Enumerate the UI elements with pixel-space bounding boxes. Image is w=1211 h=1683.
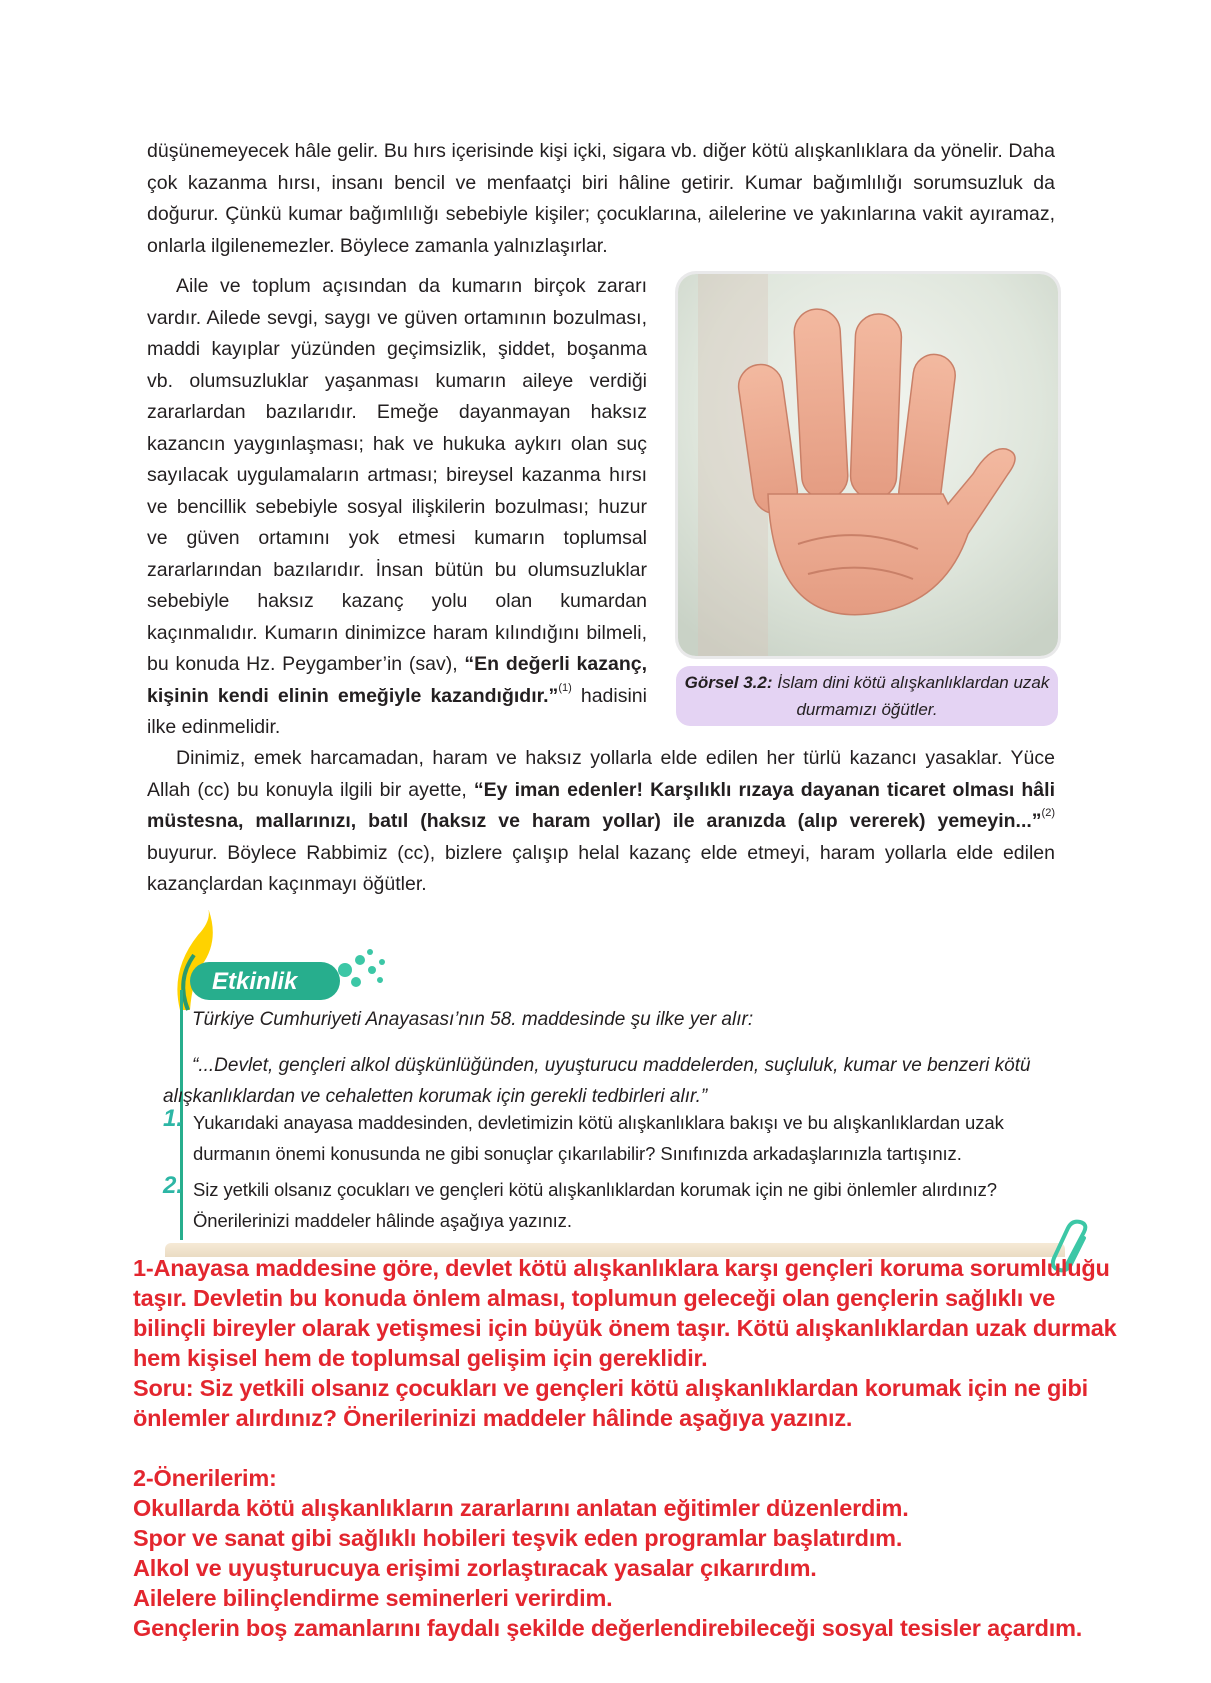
question-2: Siz yetkili olsanız çocukları ve gençleri kötü alışkanlıklardan korumak için ne gibi önlemler alırdınız? Önerilerinizi maddeler hâlinde aşağıya yazınız. <box>193 1179 997 1231</box>
question-1: Yukarıdaki anayasa maddesinden, devletimizin kötü alışkanlıklara bakışı ve bu alışkanlıklardan uzak durmanın önemi konusunda ne gibi sonuçlar çıkarılabilir? Sınıfınızda arkadaşlarınızla tartışınız. <box>193 1112 1004 1164</box>
paragraph-text: Aile ve toplum açısından da kumarın birçok zararı vardır. Ailede sevgi, saygı ve güven ortamının bozulması, maddi kayıplar yüzünden geçimsizlik, şiddet, boşanma vb. olumsuzluklar yaşanması kumarın aileye verdiği zararlardan bazılarıdır. Emeğe dayanmayan haksız kazancın yaygınlaşması; hak ve hukuka aykırı olan suç sayılacak uygulamaların artması; bireysel kazanma hırsı ve bencillik sebebiyle sosyal ilişkilerin bozulması; huzur ve güven ortamını yok etmesi kumarın toplumsal zararlarından bazılarıdır. İnsan bütün bu olumsuzluklar sebebiyle haksız kazanç yolu olan kumardan kaçınmalıdır. Kumarın dinimizce haram kılındığını bilmeli, bu konuda Hz. Peygamber’in (sav), <box>147 275 647 675</box>
answer-line: Soru: Siz yetkili olsanız çocukları ve gençleri kötü alışkanlıklardan korumak için ne gibi <box>133 1375 1088 1401</box>
handwritten-answer <box>133 1253 1193 1643</box>
answer-line: bilinçli bireyler olarak yetişmesi için büyük önem taşır. Kötü alışkanlıklardan uzak durmak <box>133 1315 1117 1341</box>
answer-line: Gençlerin boş zamanlarını faydalı şekilde değerlendirebileceği sosyal tesisler açardım. <box>133 1615 1083 1641</box>
paragraph-family-society <box>147 271 647 744</box>
paragraph-tail: hadisini ilke edinmelidir. <box>147 684 647 738</box>
figure-caption-text: İslam dini kötü alışkanlıklardan uzak durmamızı öğütler. <box>777 673 1050 719</box>
footnote-ref-2: (2) <box>1041 807 1055 819</box>
paragraph-tail: buyurur. Böylece Rabbimiz (cc), bizlere çalışıp helal kazanç elde etmeyi, haram yollarla elde edilen kazançlardan kaçınmayı öğütler. <box>147 841 1055 895</box>
answer-line: Alkol ve uyuşturucuya erişimi zorlaştıracak yasalar çıkarırdım. <box>133 1555 817 1581</box>
activity-intro: Türkiye Cumhuriyeti Anayasası’nın 58. maddesinde şu ilke yer alır: <box>192 1009 754 1030</box>
answer-line: taşır. Devletin bu konuda önlem alması, toplumun geleceği olan gençlerin sağlıklı ve <box>133 1285 1056 1311</box>
figure-label: Görsel 3.2: <box>684 673 773 692</box>
hadith-quote: “En değerli kazanç, kişinin kendi elinin emeğiyle kazandığıdır.” <box>147 653 647 707</box>
answer-line: 1-Anayasa maddesine göre, devlet kötü alışkanlıklara karşı gençleri koruma sorumluluğu <box>133 1255 1110 1281</box>
question-number-2: 2. <box>163 1172 184 1199</box>
hand-stop-photo <box>678 274 1058 656</box>
answer-line: hem kişisel hem de toplumsal gelişim için gereklidir. <box>133 1345 708 1371</box>
activity-title: Etkinlik <box>212 968 298 995</box>
answer-line: 2-Önerilerim: <box>133 1465 277 1491</box>
paragraph-text: Dinimiz, emek harcamadan, haram ve haksız yollarla elde edilen her türlü kazancı yasaklar. Yüce Allah (cc) bu konuyla ilgili bir ayette, <box>147 747 1055 801</box>
answer-blank-line <box>133 1433 1193 1463</box>
bubbles-icon <box>338 949 385 987</box>
answer-line: Spor ve sanat gibi sağlıklı hobileri teşvik eden programlar başlatırdım. <box>133 1525 903 1551</box>
question-number-1: 1. <box>163 1105 184 1132</box>
figure-caption <box>676 666 1058 726</box>
verse-quote: “Ey iman edenler! Karşılıklı rızaya dayanan ticaret olması hâli müstesna, mallarınızı, batıl (haksız ve haram yollar) ile aranızda (alıp vererek) yemeyin...” <box>147 778 1055 832</box>
footnote-ref-1: (1) <box>558 681 572 694</box>
answer-line: Ailelere bilinçlendirme seminerleri verirdim. <box>133 1585 613 1611</box>
paragraph-intro: düşünemeyecek hâle gelir. Bu hırs içerisinde kişi içki, sigara vb. diğer kötü alışkanlıklara da yönelir. Daha çok kazanma hırsı, insanı bencil ve menfaatçi biri hâline getirir. Kumar bağımlılığı sorumsuzluk da doğurur. Çünkü kumar bağımlılığı sebebiyle kişiler; çocuklarına, ailelerine ve yakınlarına vakit ayıramaz, onlarla ilgilenemezler. Böylece zamanla yalnızlaşırlar. <box>147 140 1055 257</box>
answer-line: önlemler alırdınız? Önerilerinizi maddeler hâlinde aşağıya yazınız. <box>133 1405 853 1431</box>
constitution-quote: “...Devlet, gençleri alkol düşkünlüğünden, uyuşturucu maddelerden, suçluluk, kumar ve benzeri kötü alışkanlıklardan ve cehaletten korumak için gerekli tedbirleri alır.” <box>163 1055 1031 1107</box>
paragraph-verse <box>147 743 1055 901</box>
answer-line: Okullarda kötü alışkanlıkların zararlarını anlatan eğitimler düzenlerdim. <box>133 1495 909 1521</box>
